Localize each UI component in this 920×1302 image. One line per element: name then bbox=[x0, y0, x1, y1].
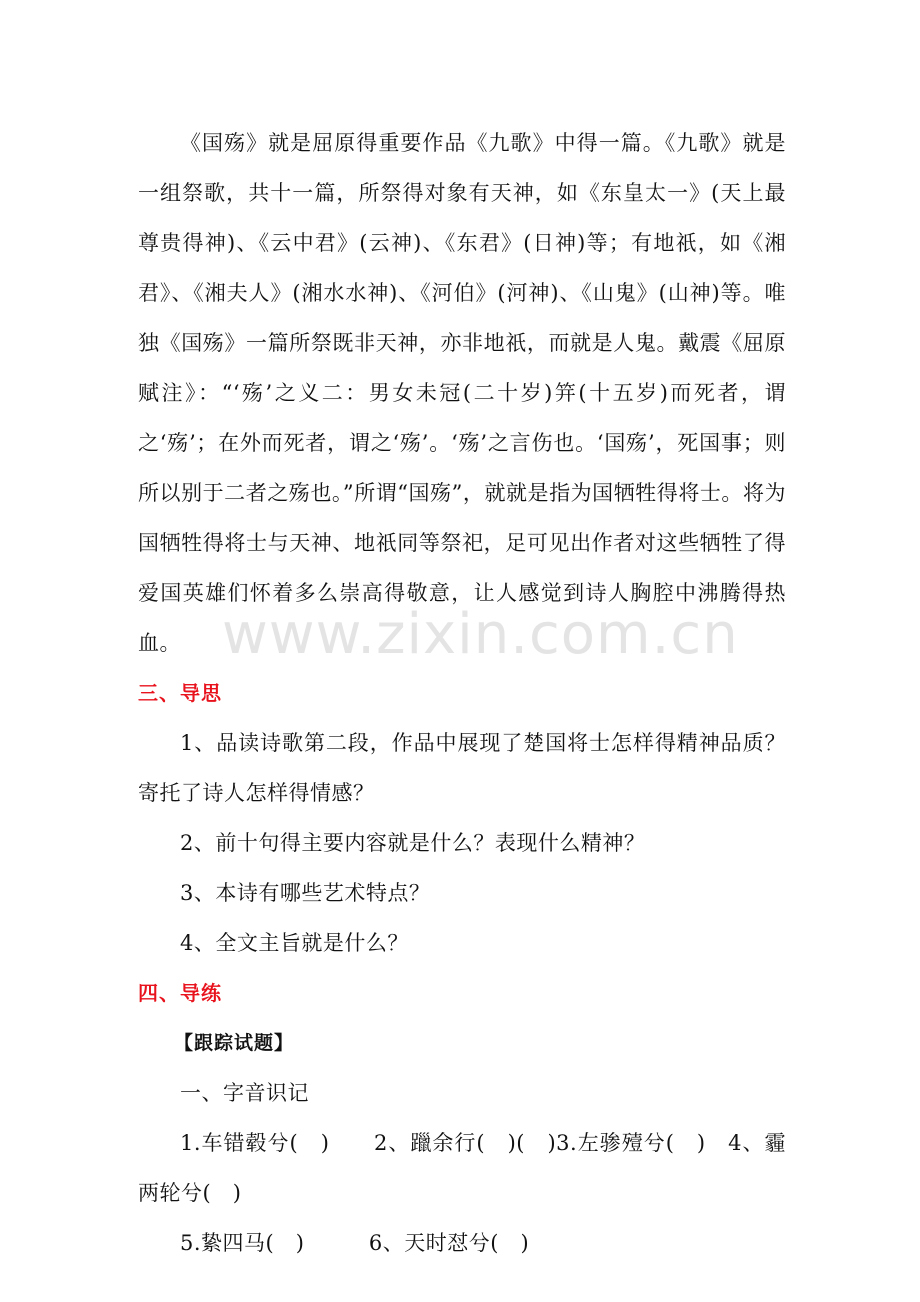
question-1: 1、品读诗歌第二段，作品中展现了楚国将士怎样得精神品质？寄托了诗人怎样得情感？ bbox=[138, 731, 786, 805]
question-3: 3、本诗有哪些艺术特点？ bbox=[180, 881, 431, 905]
section-three-heading: 三、导思 bbox=[138, 681, 222, 705]
pronunciation-line-2: 5.絷四马( ) 6、天时怼兮( ) bbox=[180, 1231, 530, 1255]
part-one-title: 一、字音识记 bbox=[180, 1081, 309, 1105]
question-2: 2、前十句得主要内容就是什么？表现什么精神？ bbox=[180, 831, 646, 855]
intro-paragraph: 《国殇》就是屈原得重要作品《九歌》中得一篇。《九歌》就是一组祭歌，共十一篇，所祭得对象有天神，如《东皇太一》(天上最尊贵得神)、《云中君》(云神)、《东君》(日神)等；有地祇，如《湘君》、《湘夫人》(湘水水神)、《河伯》(河神)、《山鬼》(山神)等。唯独《国殇》一篇所祭既非天神，亦非地祇，而就是人鬼。戴震《屈原赋注》：“‘殇’之义二：男女未冠(二十岁)笄(十五岁)而死者，谓之‘殇’；在外而死者，谓之‘殇’。‘殇’之言伤也。‘国殇’，死国事；则所以别于二者之殇也。”所谓“国殇”，就就是指为国牺牲得将士。将为国牺牲得将士与天神、地祇同等祭祀，足可见出作者对这些牺牲了得爱国英雄们怀着多么崇高得敬意，让人感觉到诗人胸腔中沸腾得热血。 bbox=[138, 131, 786, 655]
section-four-heading: 四、导练 bbox=[138, 981, 222, 1005]
question-4: 4、全文主旨就是什么？ bbox=[180, 931, 409, 955]
watermark: www.zixin.com.cn bbox=[222, 602, 739, 667]
pronunciation-line-1: 1.车错毂兮( ) 2、躐余行( )( )3.左骖殪兮( ) 4、霾两轮兮( ) bbox=[138, 1131, 786, 1205]
tracking-questions-title: 【跟踪试题】 bbox=[174, 1032, 295, 1054]
